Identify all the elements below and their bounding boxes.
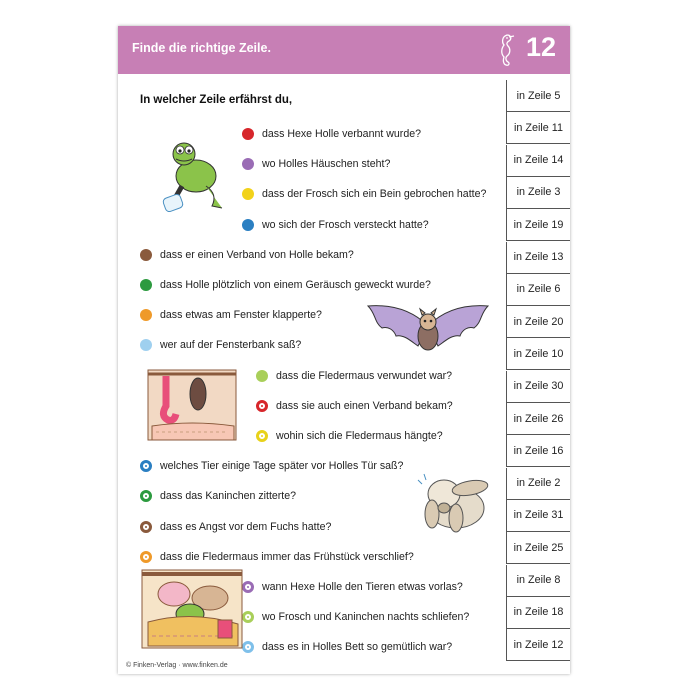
color-marker-icon [140,339,152,351]
question-row [140,335,301,355]
question-row [140,275,431,295]
question-row [242,215,429,235]
answer-box: in Zeile 31 [506,500,570,532]
seahorse-icon [494,32,516,70]
answer-box: in Zeile 10 [506,338,570,370]
color-marker-icon [140,551,152,563]
answer-box: in Zeile 25 [506,532,570,564]
color-marker-icon [242,219,254,231]
color-marker-icon [140,521,152,533]
question-text: dass die Fledermaus immer das Frühstück verschlief? [160,550,414,563]
answer-box: in Zeile 26 [506,403,570,435]
answer-box: in Zeile 6 [506,274,570,306]
color-marker-icon [242,128,254,140]
answer-box: in Zeile 2 [506,468,570,500]
question-row [140,305,322,325]
question-text: wo sich der Frosch versteckt hatte? [262,218,429,231]
color-marker-icon [242,158,254,170]
color-marker-icon [140,309,152,321]
question-text: dass Hexe Holle verbannt wurde? [262,128,421,140]
question-row [242,154,390,174]
color-marker-icon [140,490,152,502]
worksheet-number: 12 [525,32,556,62]
question-text: dass Holle plötzlich von einem Geräusch geweckt wurde? [160,279,431,291]
question-row [242,577,463,597]
answer-box: in Zeile 8 [506,565,570,597]
color-marker-icon [256,430,268,442]
question-text: dass sie auch einen Verband bekam? [276,399,453,412]
question-row [140,245,354,265]
answer-box: in Zeile 20 [506,306,570,338]
question-text: dass das Kaninchen zitterte? [160,490,297,503]
question-text: wann Hexe Holle den Tieren etwas vorlas? [262,581,463,593]
question-text: wohin sich die Fledermaus hängte? [276,430,443,442]
worksheet-title: Finde die richtige Zeile. [132,41,271,55]
answer-box: in Zeile 13 [506,242,570,274]
answer-box: in Zeile 14 [506,145,570,177]
answer-box: in Zeile 3 [506,177,570,209]
bed-illustration [138,564,246,650]
question-text: dass die Fledermaus verwundet war? [276,369,453,382]
question-text: wo Frosch und Kaninchen nachts schliefen? [262,611,470,624]
question-text: dass es Angst vor dem Fuchs hatte? [160,520,332,533]
question-text: welches Tier einige Tage später vor Holles Tür saß? [160,460,404,473]
question-row [140,486,296,506]
question-prompt: In welcher Zeile erfährst du, [140,94,293,106]
color-marker-icon [140,279,152,291]
answer-box: in Zeile 11 [506,112,570,144]
answer-box: in Zeile 18 [506,597,570,629]
question-row [242,607,469,627]
color-marker-icon [256,400,268,412]
header-bar [118,26,570,74]
question-row [242,184,486,204]
answer-box: in Zeile 16 [506,435,570,467]
answer-box: in Zeile 19 [506,209,570,241]
rabbit-illustration [416,464,496,534]
question-row [256,366,452,386]
color-marker-icon [140,249,152,261]
question-text: dass er einen Verband von Holle bekam? [160,248,354,261]
answer-box: in Zeile 30 [506,371,570,403]
question-row [256,426,443,446]
answer-box: in Zeile 5 [506,80,570,112]
question-row [140,456,403,476]
question-text: wo Holles Häuschen steht? [262,158,391,171]
question-text: dass etwas am Fenster klapperte? [160,309,322,322]
copyright-footer: © Finken-Verlag · www.finken.de [126,662,228,669]
color-marker-icon [140,460,152,472]
worksheet [118,26,570,674]
question-row [242,124,421,144]
window-bat-illustration [146,366,238,442]
question-row [140,517,331,537]
question-row [242,637,452,657]
question-row [256,396,453,416]
question-text: dass es in Holles Bett so gemütlich war? [262,641,453,654]
question-text: wer auf der Fensterbank saß? [160,339,302,352]
frog-illustration [156,128,228,216]
bat-illustration [364,302,492,360]
question-text: dass der Frosch sich ein Bein gebrochen hatte? [262,188,487,201]
color-marker-icon [256,370,268,382]
answer-box: in Zeile 12 [506,629,570,661]
color-marker-icon [242,188,254,200]
